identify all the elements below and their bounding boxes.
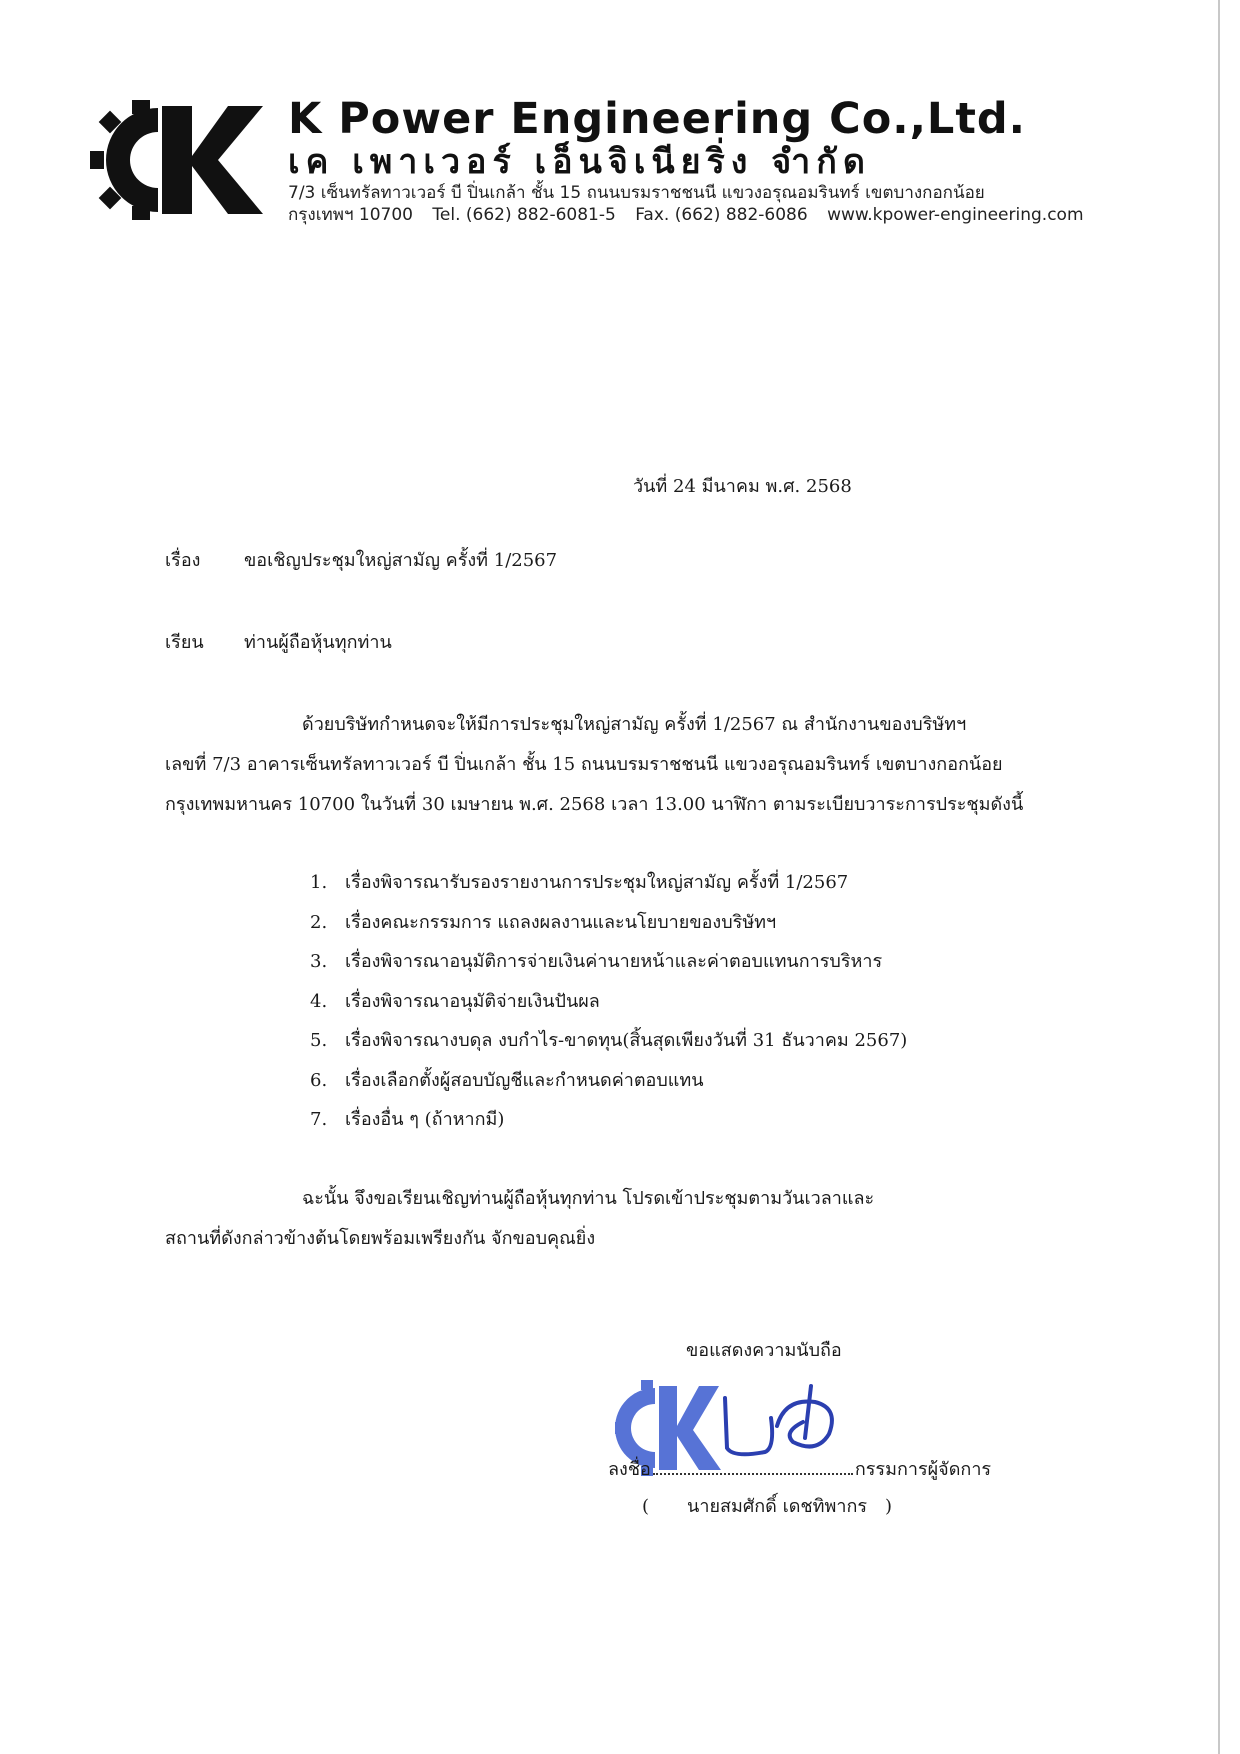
agenda-number: 2. (310, 911, 328, 933)
company-logo-icon (88, 100, 263, 220)
agenda-text: เรื่องคณะกรรมการ แถลงผลงานและนโยบายของบริษัทฯ (345, 911, 777, 933)
subject-text: ขอเชิญประชุมใหญ่สามัญ ครั้งที่ 1/2567 (244, 550, 558, 571)
agenda-text: เรื่องพิจารณางบดุล งบกำไร-ขาดทุน(สิ้นสุดเพียงวันที่ 31 ธันวาคม 2567) (345, 1030, 908, 1051)
body-line: กรุงเทพมหานคร 10700 ในวันที่ 30 เมษายน พ.ศ. 2568 เวลา 13.00 นาฬิกา ตามระเบียบวาระการประชุมดังนี้ (165, 794, 1024, 815)
agenda-item (310, 942, 907, 982)
agenda-number: 3. (310, 951, 328, 972)
agenda-text: เรื่องพิจารณาอนุมัติการจ่ายเงินค่านายหน้าและค่าตอบแทนการบริหาร (345, 951, 883, 972)
agenda-text: เรื่องอื่น ๆ (ถ้าหากมี) (345, 1109, 505, 1130)
closing-paragraph (165, 1179, 874, 1259)
company-website: www.kpower-engineering.com (827, 205, 1084, 225)
signer-name: นายสมศักดิ์ เดชทิพากร (687, 1496, 868, 1517)
company-name-th: เค เพาเวอร์ เอ็นจิเนียริ่ง จำกัด (288, 142, 871, 182)
sign-prefix: ลงชื่อ (608, 1459, 651, 1480)
body-line: ด้วยบริษัทกำหนดจะให้มีการประชุมใหญ่สามัญ ครั้งที่ 1/2567 ณ สำนักงานของบริษัทฯ (302, 714, 967, 735)
agenda-list (310, 863, 907, 1140)
paren-close: ) (885, 1496, 893, 1517)
company-tel: Tel. (662) 882-6081-5 (432, 205, 616, 225)
recipient-text: ท่านผู้ถือหุ้นทุกท่าน (244, 632, 392, 653)
letterhead (88, 96, 1098, 236)
company-name-en: K Power Engineering Co.,Ltd. (288, 94, 1027, 144)
agenda-number: 6. (310, 1069, 328, 1091)
agenda-item (310, 1100, 907, 1140)
agenda-number: 4. (310, 990, 328, 1012)
agenda-number: 7. (310, 1109, 328, 1130)
body-paragraph (165, 705, 1035, 825)
agenda-item (310, 903, 907, 943)
agenda-text: เรื่องพิจารณาอนุมัติจ่ายเงินปันผล (345, 990, 600, 1012)
paren-open: ( (642, 1496, 650, 1517)
agenda-text: เรื่องพิจารณารับรองรายงานการประชุมใหญ่สามัญ ครั้งที่ 1/2567 (345, 872, 849, 893)
company-city: กรุงเทพฯ 10700 (288, 205, 413, 225)
agenda-item (310, 982, 907, 1022)
agenda-item (310, 863, 907, 903)
signer-name-line (642, 1494, 892, 1520)
regards-text: ขอแสดงความนับถือ (686, 1340, 842, 1361)
signature-line (608, 1455, 991, 1483)
agenda-item (310, 1021, 907, 1061)
closing-line: ฉะนั้น จึงขอเรียนเชิญท่านผู้ถือหุ้นทุกท่าน โปรดเข้าประชุมตามวันเวลาและ (302, 1188, 875, 1209)
body-line: เลขที่ 7/3 อาคารเซ็นทรัลทาวเวอร์ บี ปิ่นเกล้า ชั้น 15 ถนนบรมราชชนนี แขวงอรุณอมรินทร์ เขตบางกอกน้อย (165, 754, 1003, 775)
closing-line: สถานที่ดังกล่าวข้างต้นโดยพร้อมเพรียงกัน จักขอบคุณยิ่ง (165, 1228, 596, 1249)
agenda-text: เรื่องเลือกตั้งผู้สอบบัญชีและกำหนดค่าตอบแทน (345, 1069, 704, 1091)
subject-label: เรื่อง (165, 550, 201, 571)
signature-dots (653, 1455, 853, 1475)
recipient-label: เรียน (165, 632, 204, 653)
agenda-number: 1. (310, 872, 328, 893)
company-contact-line (288, 204, 1098, 226)
company-address: 7/3 เซ็นทรัลทาวเวอร์ บี ปิ่นเกล้า ชั้น 15 ถนนบรมราชชนนี แขวงอรุณอมรินทร์ เขตบางกอกน้อย (288, 183, 985, 203)
agenda-item (310, 1061, 907, 1101)
letter-date: วันที่ 24 มีนาคม พ.ศ. 2568 (633, 476, 852, 497)
agenda-number: 5. (310, 1030, 328, 1051)
signer-title: กรรมการผู้จัดการ (854, 1459, 992, 1480)
company-fax: Fax. (662) 882-6086 (635, 205, 808, 225)
